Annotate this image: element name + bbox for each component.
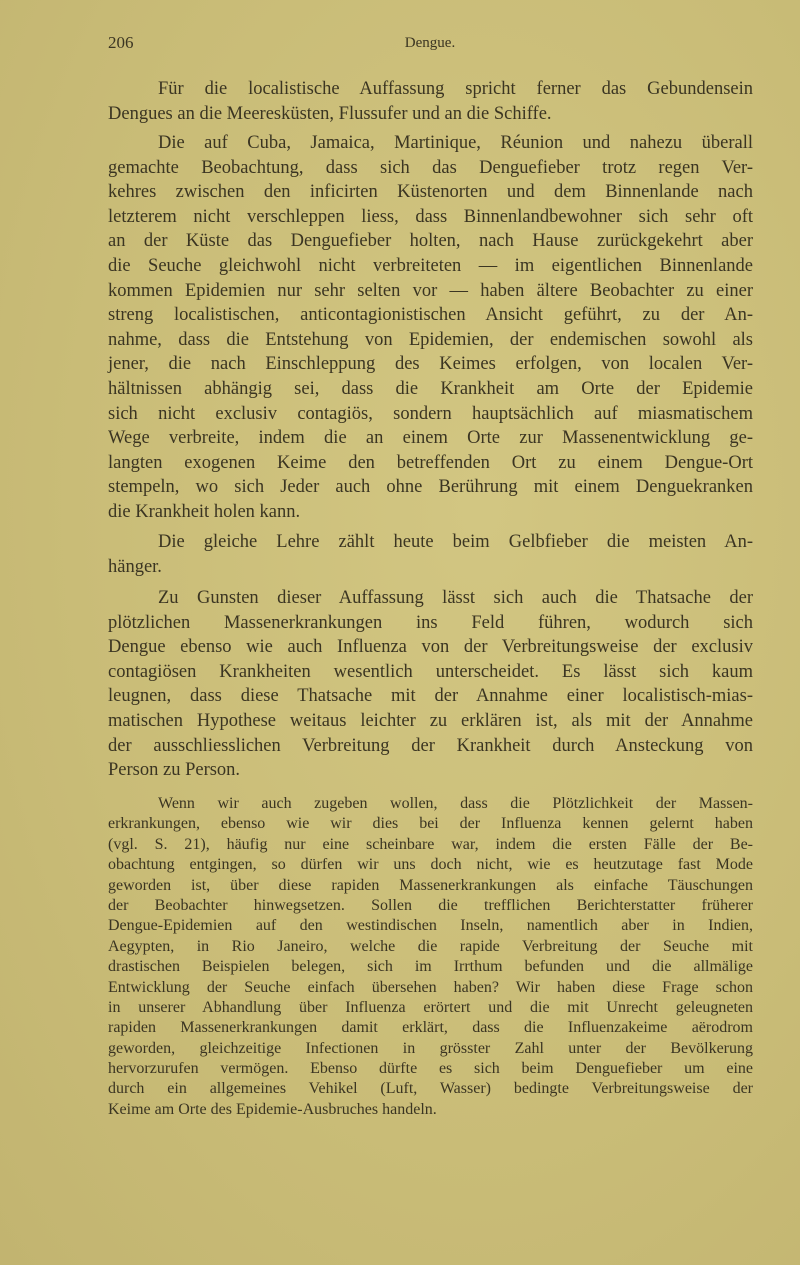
text-line: hältnissen abhängig sei, dass die Krankheit am Orte der Epidemie	[108, 378, 753, 399]
running-title: Dengue.	[404, 35, 456, 51]
text-line: kommen Epidemien nur sehr selten vor — haben ältere Beobachter zu einer	[108, 280, 753, 301]
text-line: Aegypten, in Rio Janeiro, welche die rapide Verbreitung der Seuche mit	[108, 937, 753, 955]
text-line: Für die localistische Auffassung spricht ferner das Gebundensein	[158, 79, 753, 99]
text-line: matischen Hypothese weitaus leichter zu erklären ist, als mit der Annahme	[108, 710, 753, 731]
text-line: Wenn wir auch zugeben wollen, dass die Plötzlichkeit der Massen-	[158, 795, 753, 812]
text-line: erkrankungen, ebenso wie wir dies bei der Influenza kennen gelernt haben	[108, 815, 753, 833]
text-line: Die auf Cuba, Jamaica, Martinique, Réunion und nahezu überall	[158, 133, 753, 153]
text-line: langten exogenen Keime den betreffenden Ort zu einem Dengue-Ort	[108, 452, 753, 473]
paragraph	[108, 530, 753, 579]
text-line: durch ein allgemeines Vehikel (Luft, Wasser) bedingte Verbreitungsweise der	[108, 1080, 753, 1098]
text-line: Person zu Person.	[108, 760, 241, 781]
text-line: die Seuche gleichwohl nicht verbreiteten — im eigentlichen Binnenlande	[108, 255, 753, 276]
text-line: der ausschliesslichen Verbreitung der Krankheit durch Ansteckung von	[108, 735, 753, 756]
text-line: contagiösen Krankheiten wesentlich unterscheidet. Es lässt sich kaum	[108, 661, 753, 682]
text-line: Entwicklung der Seuche einfach übersehen haben? Wir haben diese Frage schon	[108, 978, 753, 996]
text-line: (vgl. S. 21), häufig nur eine scheinbare war, indem die ersten Fälle der Be-	[108, 835, 753, 853]
text-line: der Beobachter hinwegsetzen. Sollen die trefflichen Berichterstatter früherer	[108, 896, 753, 914]
text-line: stempeln, wo sich Jeder auch ohne Berührung mit einem Denguekranken	[108, 477, 753, 498]
text-line: sich nicht exclusiv contagiös, sondern hauptsächlich auf miasmatischem	[108, 403, 753, 424]
paragraph	[108, 77, 753, 126]
text-line: geworden ist, über diese rapiden Massenerkrankungen als einfache Täuschungen	[108, 876, 753, 894]
text-line: Dengue ebenso wie auch Influenza von der Verbreitungsweise der exclusiv	[108, 637, 753, 658]
text-line: gemachte Beobachtung, dass sich das Denguefieber trotz regen Ver-	[108, 157, 753, 178]
paragraph	[108, 586, 753, 783]
text-line: kehres zwischen den inficirten Küstenorten und dem Binnenlande nach	[108, 182, 753, 203]
text-line: Keime am Orte des Epidemie-Ausbruches handeln.	[108, 1100, 437, 1118]
text-line: hänger.	[108, 556, 162, 577]
text-line: plötzlichen Massenerkrankungen ins Feld führen, wodurch sich	[108, 612, 753, 633]
text-line: geworden, gleichzeitige Infectionen in grösster Zahl unter der Bevölkerung	[108, 1039, 753, 1057]
text-line: Zu Gunsten dieser Auffassung lässt sich auch die Thatsache der	[158, 588, 753, 608]
page-number: 206	[108, 33, 134, 52]
text-line: rapiden Massenerkrankungen damit erklärt, dass die Influenzakeime aërodrom	[108, 1019, 753, 1037]
page-header	[108, 33, 752, 57]
text-line: in unserer Abhandlung über Influenza erörtert und die mit Unrecht geleugneten	[108, 998, 753, 1016]
text-line: drastischen Beispielen belegen, sich im Irrthum befunden und die allmälige	[108, 958, 753, 976]
text-line: Dengues an die Meeresküsten, Flussufer und an die Schiffe.	[108, 103, 552, 124]
text-line: nahme, dass die Entstehung von Epidemien, der endemischen sowohl als	[108, 329, 753, 350]
text-line: an der Küste das Denguefieber holten, nach Hause zurückgekehrt aber	[108, 231, 753, 252]
text-line: Dengue-Epidemien auf den westindischen Inseln, namentlich aber in Indien,	[108, 917, 753, 935]
text-line: obachtung entgingen, so dürfen wir uns doch nicht, wie es heutzutage fast Mode	[108, 856, 753, 874]
paragraph	[108, 794, 753, 1120]
paragraph	[108, 131, 753, 525]
text-line: jener, die nach Einschleppung des Keimes erfolgen, von localen Ver-	[108, 354, 753, 375]
text-line: die Krankheit holen kann.	[108, 501, 301, 522]
text-line: leugnen, dass diese Thatsache mit der Annahme einer localistisch-mias-	[108, 686, 753, 707]
text-line: letzterem nicht verschleppen liess, dass Binnenlandbewohner sich sehr oft	[108, 206, 753, 227]
text-line: streng localistischen, anticontagionistischen Ansicht geführt, zu der An-	[108, 305, 753, 326]
text-line: Die gleiche Lehre zählt heute beim Gelbfieber die meisten An-	[158, 532, 753, 552]
text-line: Wege verbreite, indem die an einem Orte zur Massenentwicklung ge-	[108, 428, 753, 449]
text-line: hervorzurufen vermögen. Ebenso dürfte es sich beim Denguefieber um eine	[108, 1060, 753, 1078]
